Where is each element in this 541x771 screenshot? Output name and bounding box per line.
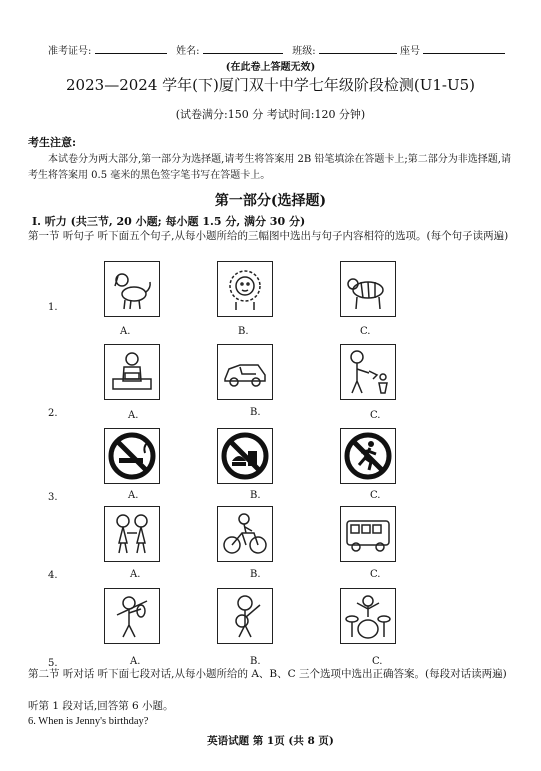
notice-heading: 考生注意: — [28, 136, 77, 149]
score-line: (试卷满分:150 分 考试时间:120 分钟) — [175, 108, 366, 121]
car-icon[interactable] — [217, 344, 273, 400]
option-label: C. — [372, 656, 383, 667]
page-title: 2023—2024 学年(下)厦门双十中学七年级阶段检测(U1-U5) — [66, 76, 475, 94]
bus-icon[interactable] — [340, 506, 396, 562]
option-label: B. — [250, 569, 261, 580]
option-label: A. — [120, 326, 131, 337]
option-label: B. — [250, 407, 261, 418]
no-smoking-icon[interactable] — [104, 428, 160, 484]
option-label: B. — [238, 326, 249, 337]
seat-blank[interactable] — [423, 43, 505, 54]
guitar-icon[interactable] — [217, 588, 273, 644]
candidate-info-line — [48, 42, 505, 57]
option-label: A. — [128, 410, 139, 421]
lion-icon[interactable] — [217, 261, 273, 317]
man-reading-icon[interactable] — [104, 344, 160, 400]
question-number: 5. — [48, 658, 58, 669]
cycling-icon[interactable] — [217, 506, 273, 562]
question-number: 2. — [48, 408, 58, 419]
watering-plants-icon[interactable] — [340, 344, 396, 400]
option-label: C. — [370, 569, 381, 580]
drums-icon[interactable] — [340, 588, 396, 644]
option-label: B. — [250, 656, 261, 667]
option-label: A. — [130, 656, 141, 667]
tiger-icon[interactable] — [340, 261, 396, 317]
question-number: 4. — [48, 570, 58, 581]
seat-label: 座号 — [399, 46, 420, 57]
listening-heading: I. 听力 (共三节, 20 小题; 每小题 1.5 分, 满分 30 分) — [32, 215, 306, 228]
option-label: C. — [370, 490, 381, 501]
question-number: 1. — [48, 302, 58, 313]
name-label: 姓名: — [176, 46, 200, 57]
option-label: A. — [130, 569, 141, 580]
option-label: C. — [370, 410, 381, 421]
listen-note: 听第 1 段对话,回答第 6 小题。 — [28, 700, 174, 712]
class-label: 班级: — [292, 46, 316, 57]
no-running-icon[interactable] — [340, 428, 396, 484]
notice-body: 本试卷分为两大部分,第一部分为选择题,请考生将答案用 2B 铅笔填涂在答题卡上;第二部分为非选择题,请考生将答案用 0.5 毫米的黑色签字笔书写在答题卡上。 — [28, 154, 511, 181]
page-footer: 英语试题 第 1页 (共 8 页) — [207, 735, 334, 747]
section1-instructions: 第一节 听句子 听下面五个句子,从每小题所给的三幅图中选出与句子内容相符的选项。(每个句子读两遍) — [28, 230, 509, 242]
dog-icon[interactable] — [104, 261, 160, 317]
part1-title: 第一部分(选择题) — [214, 193, 327, 209]
name-blank[interactable] — [203, 43, 283, 54]
class-blank[interactable] — [319, 43, 397, 54]
no-food-icon[interactable] — [217, 428, 273, 484]
question-6: 6. When is Jenny's birthday? — [28, 716, 149, 727]
option-label: C. — [360, 326, 371, 337]
exam-number-blank[interactable] — [95, 43, 167, 54]
question-number: 3. — [48, 492, 58, 503]
invalid-note: (在此卷上答题无效) — [225, 62, 316, 73]
option-label: B. — [250, 490, 261, 501]
children-dancing-icon[interactable] — [104, 506, 160, 562]
option-label: A. — [128, 490, 139, 501]
exam-number-label: 准考证号: — [48, 46, 92, 57]
section2-instructions: 第二节 听对话 听下面七段对话,从每小题所给的 A、B、C 三个选项中选出正确答案。(每段对话读两遍) — [28, 668, 507, 680]
violin-icon[interactable] — [104, 588, 160, 644]
